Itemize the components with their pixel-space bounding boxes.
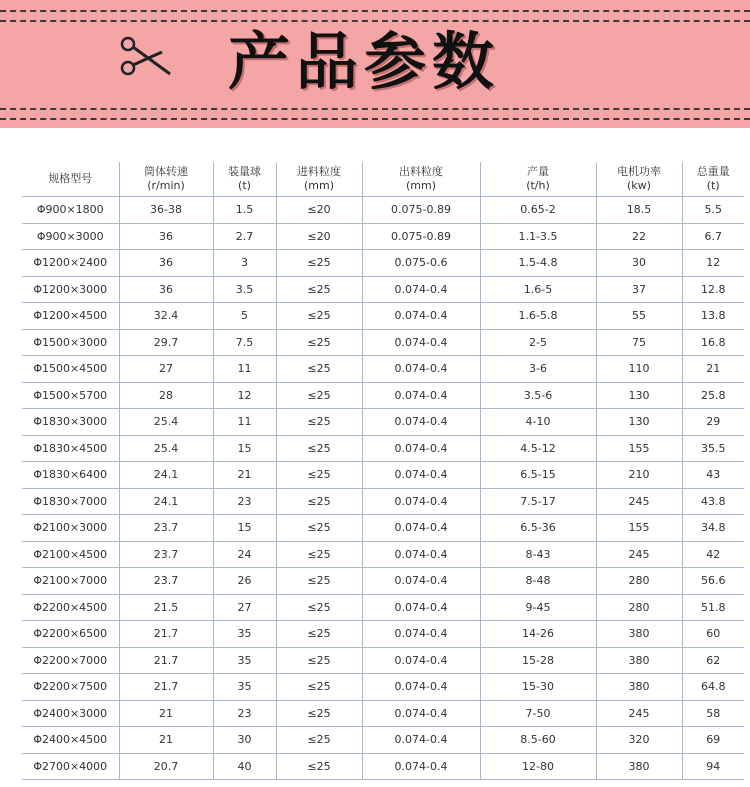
table-cell: 0.075-0.89 [362,223,480,250]
table-cell: ≤25 [276,409,362,436]
table-cell: 0.074-0.4 [362,329,480,356]
table-cell: Φ2100×7000 [22,568,119,595]
table-cell: Φ2100×4500 [22,541,119,568]
table-cell: 75 [596,329,682,356]
table-cell: 27 [213,594,276,621]
table-cell: Φ2400×3000 [22,700,119,727]
table-cell: 15 [213,515,276,542]
table-cell: 23 [213,488,276,515]
table-cell: 21 [682,356,744,383]
table-cell: ≤25 [276,276,362,303]
table-row [22,594,744,621]
table-cell: 3-6 [480,356,596,383]
table-cell: 23.7 [119,568,213,595]
table-cell: 0.074-0.4 [362,435,480,462]
table-cell: 20.7 [119,753,213,780]
table-cell: 155 [596,435,682,462]
table-cell: 3 [213,250,276,277]
table-cell: ≤25 [276,568,362,595]
table-cell: 1.5 [213,197,276,224]
table-cell: 1.6-5 [480,276,596,303]
table-cell: 0.074-0.4 [362,488,480,515]
table-cell: ≤25 [276,515,362,542]
table-body [22,197,744,780]
table-cell: Φ1200×3000 [22,276,119,303]
table-cell: 14-26 [480,621,596,648]
table-cell: 0.65-2 [480,197,596,224]
table-cell: 155 [596,515,682,542]
table-cell: Φ2700×4000 [22,753,119,780]
column-header [682,162,744,197]
table-cell: 69 [682,727,744,754]
dashed-border-bottom-1 [0,108,750,110]
table-cell: 1.6-5.8 [480,303,596,330]
table-cell: 0.074-0.4 [362,462,480,489]
table-row [22,541,744,568]
table-cell: 0.075-0.89 [362,197,480,224]
table-cell: Φ1200×4500 [22,303,119,330]
table-cell: Φ900×3000 [22,223,119,250]
table-cell: 280 [596,594,682,621]
table-cell: 110 [596,356,682,383]
table-cell: 56.6 [682,568,744,595]
table-cell: ≤25 [276,700,362,727]
table-cell: ≤25 [276,303,362,330]
column-header-unit: (t) [238,179,251,192]
table-cell: 8.5-60 [480,727,596,754]
column-header [22,162,119,197]
table-cell: 43.8 [682,488,744,515]
table-row [22,700,744,727]
table-cell: ≤25 [276,382,362,409]
table-cell: Φ2200×7000 [22,647,119,674]
title-banner [0,0,750,128]
column-header [596,162,682,197]
table-cell: 1.1-3.5 [480,223,596,250]
table-cell: 35 [213,647,276,674]
table-cell: 21.5 [119,594,213,621]
table-cell: 0.074-0.4 [362,647,480,674]
table-cell: 16.8 [682,329,744,356]
table-cell: 29.7 [119,329,213,356]
column-header-label: 规格型号 [48,172,93,185]
table-cell: 27 [119,356,213,383]
table-cell: 32.4 [119,303,213,330]
table-cell: 8-48 [480,568,596,595]
table-cell: 30 [596,250,682,277]
table-cell: 0.074-0.4 [362,303,480,330]
table-cell: 15-30 [480,674,596,701]
table-cell: 21.7 [119,621,213,648]
column-header-unit: (t) [706,179,720,192]
table-cell: ≤25 [276,462,362,489]
table-cell: 9-45 [480,594,596,621]
table-cell: ≤20 [276,197,362,224]
table-cell: 7.5 [213,329,276,356]
table-cell: 36 [119,223,213,250]
table-cell: 35 [213,674,276,701]
table-cell: 0.074-0.4 [362,700,480,727]
table-cell: 380 [596,674,682,701]
column-header-unit: (r/min) [147,179,185,192]
column-header-label: 筒体转速 [144,165,188,178]
table-cell: 35 [213,621,276,648]
table-row [22,568,744,595]
table-cell: 15 [213,435,276,462]
table-cell: 0.074-0.4 [362,276,480,303]
table-row [22,223,744,250]
table-cell: 12.8 [682,276,744,303]
table-cell: 60 [682,621,744,648]
table-cell: 0.074-0.4 [362,674,480,701]
table-cell: ≤25 [276,647,362,674]
table-cell: 40 [213,753,276,780]
table-row [22,356,744,383]
table-cell: Φ1830×3000 [22,409,119,436]
dashed-border-top-2 [0,20,750,22]
table-cell: 25.8 [682,382,744,409]
column-header [213,162,276,197]
table-cell: 380 [596,621,682,648]
table-cell: 320 [596,727,682,754]
table-cell: 62 [682,647,744,674]
table-cell: 0.074-0.4 [362,515,480,542]
table-cell: 280 [596,568,682,595]
table-cell: ≤25 [276,753,362,780]
table-cell: Φ1500×5700 [22,382,119,409]
table-cell: Φ2200×4500 [22,594,119,621]
table-row [22,462,744,489]
table-row [22,197,744,224]
table-cell: 12-80 [480,753,596,780]
scissors-icon [118,34,176,82]
table-cell: 0.074-0.4 [362,356,480,383]
table-cell: 55 [596,303,682,330]
column-header-label: 装量球 [228,165,261,178]
table-cell: 18.5 [596,197,682,224]
table-cell: ≤25 [276,541,362,568]
table-cell: 2.7 [213,223,276,250]
table-cell: 25.4 [119,435,213,462]
table-cell: 24 [213,541,276,568]
table-cell: 0.074-0.4 [362,753,480,780]
table-cell: 7.5-17 [480,488,596,515]
table-cell: Φ1830×6400 [22,462,119,489]
table-cell: 30 [213,727,276,754]
table-cell: ≤25 [276,435,362,462]
table-cell: 3.5-6 [480,382,596,409]
table-row [22,647,744,674]
table-cell: 58 [682,700,744,727]
table-row [22,409,744,436]
table-cell: Φ2400×4500 [22,727,119,754]
table-cell: 34.8 [682,515,744,542]
parameter-table-container [22,162,744,780]
column-header-unit: (mm) [303,179,334,192]
column-header-unit: (t/h) [526,179,550,192]
table-row [22,435,744,462]
table-cell: ≤25 [276,727,362,754]
table-cell: ≤25 [276,356,362,383]
table-cell: ≤25 [276,329,362,356]
table-cell: 380 [596,647,682,674]
table-cell: Φ2200×6500 [22,621,119,648]
column-header-label: 总重量 [696,165,730,178]
table-cell: 4.5-12 [480,435,596,462]
table-cell: 36 [119,276,213,303]
table-cell: 0.074-0.4 [362,594,480,621]
table-cell: 0.074-0.4 [362,621,480,648]
table-cell: 25.4 [119,409,213,436]
table-cell: 28 [119,382,213,409]
table-cell: 1.5-4.8 [480,250,596,277]
table-cell: 5 [213,303,276,330]
column-header-label: 产量 [527,165,549,178]
table-row [22,727,744,754]
table-cell: 64.8 [682,674,744,701]
table-cell: ≤20 [276,223,362,250]
table-cell: ≤25 [276,250,362,277]
table-cell: 245 [596,700,682,727]
table-cell: 130 [596,409,682,436]
table-cell: 23 [213,700,276,727]
table-cell: 245 [596,488,682,515]
table-cell: 23.7 [119,515,213,542]
table-cell: 15-28 [480,647,596,674]
table-cell: 36 [119,250,213,277]
table-cell: Φ1200×2400 [22,250,119,277]
dashed-border-top-1 [0,10,750,12]
table-cell: 130 [596,382,682,409]
table-cell: 51.8 [682,594,744,621]
table-row [22,303,744,330]
table-cell: ≤25 [276,488,362,515]
table-cell: 12 [682,250,744,277]
table-row [22,621,744,648]
table-cell: Φ1500×3000 [22,329,119,356]
table-cell: 6.7 [682,223,744,250]
column-header [119,162,213,197]
column-header-label: 出料粒度 [399,165,443,178]
column-header-unit: (mm) [405,179,436,192]
table-cell: 43 [682,462,744,489]
table-cell: 12 [213,382,276,409]
table-cell: 24.1 [119,462,213,489]
column-header [362,162,480,197]
table-cell: 8-43 [480,541,596,568]
table-cell: 21.7 [119,647,213,674]
table-cell: 0.075-0.6 [362,250,480,277]
table-row [22,674,744,701]
table-cell: 37 [596,276,682,303]
column-header [276,162,362,197]
table-cell: 210 [596,462,682,489]
dashed-border-bottom-2 [0,118,750,120]
table-cell: Φ1500×4500 [22,356,119,383]
table-cell: ≤25 [276,621,362,648]
table-row [22,488,744,515]
table-cell: 0.074-0.4 [362,382,480,409]
table-cell: 11 [213,356,276,383]
table-cell: 35.5 [682,435,744,462]
table-cell: Φ1830×7000 [22,488,119,515]
table-cell: 0.074-0.4 [362,568,480,595]
table-cell: 29 [682,409,744,436]
table-cell: 21 [213,462,276,489]
table-cell: Φ2100×3000 [22,515,119,542]
table-cell: 22 [596,223,682,250]
table-cell: 21 [119,700,213,727]
table-row [22,515,744,542]
column-header-label: 进料粒度 [297,165,341,178]
column-header-label: 电机功率 [617,165,661,178]
table-row [22,276,744,303]
table-cell: ≤25 [276,674,362,701]
table-row [22,329,744,356]
parameter-table [22,162,744,780]
table-cell: 3.5 [213,276,276,303]
table-cell: Φ1830×4500 [22,435,119,462]
table-cell: 11 [213,409,276,436]
table-cell: 7-50 [480,700,596,727]
table-cell: 6.5-15 [480,462,596,489]
table-cell: 4-10 [480,409,596,436]
table-cell: ≤25 [276,594,362,621]
table-cell: 26 [213,568,276,595]
column-header [480,162,596,197]
table-cell: 245 [596,541,682,568]
table-cell: 36-38 [119,197,213,224]
table-cell: 6.5-36 [480,515,596,542]
table-cell: 5.5 [682,197,744,224]
table-cell: 42 [682,541,744,568]
table-header-row [22,162,744,197]
table-cell: 380 [596,753,682,780]
table-cell: Φ2200×7500 [22,674,119,701]
table-cell: Φ900×1800 [22,197,119,224]
table-cell: 2-5 [480,329,596,356]
table-cell: 0.074-0.4 [362,727,480,754]
table-cell: 21.7 [119,674,213,701]
table-row [22,382,744,409]
page-title: 产品参数 [228,25,501,98]
table-cell: 21 [119,727,213,754]
table-cell: 23.7 [119,541,213,568]
table-cell: 0.074-0.4 [362,541,480,568]
column-header-unit: (kw) [627,179,651,192]
table-cell: 0.074-0.4 [362,409,480,436]
table-row [22,250,744,277]
table-row [22,753,744,780]
table-cell: 94 [682,753,744,780]
table-cell: 24.1 [119,488,213,515]
table-cell: 13.8 [682,303,744,330]
